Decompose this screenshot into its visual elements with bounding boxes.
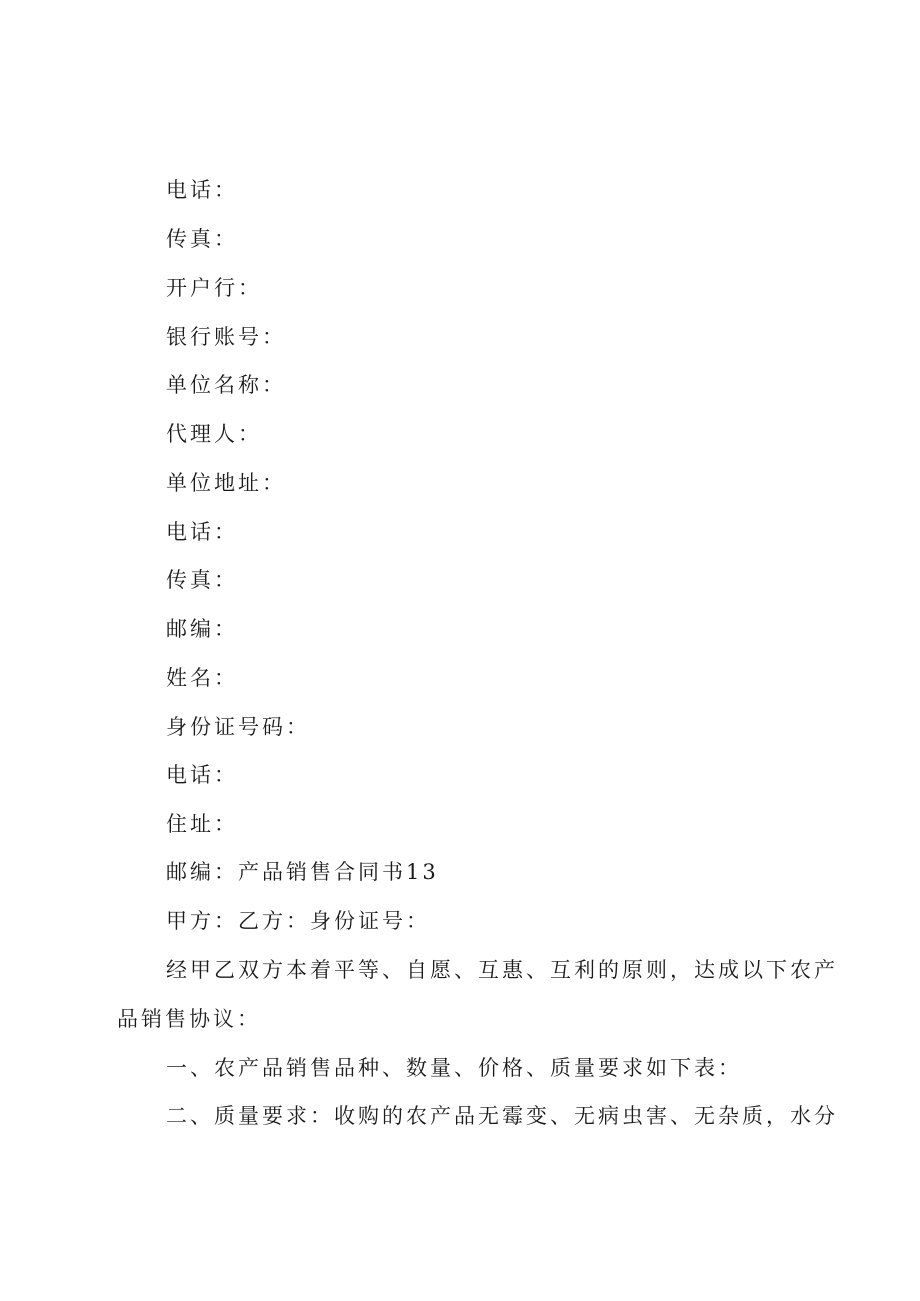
field-address: 住址： xyxy=(166,812,238,836)
field-fax-2: 传真： xyxy=(166,568,238,592)
field-parties: 甲方：乙方：身份证号： xyxy=(166,909,430,933)
field-postcode-1: 邮编： xyxy=(166,617,238,641)
field-id-number: 身份证号码： xyxy=(166,715,310,739)
field-phone-3: 电话： xyxy=(166,763,238,787)
field-phone-2: 电话： xyxy=(166,520,238,544)
clause-one: 一、农产品销售品种、数量、价格、质量要求如下表： xyxy=(166,1056,742,1080)
field-bank: 开户行： xyxy=(166,276,262,300)
field-phone-1: 电话： xyxy=(166,178,238,202)
field-agent: 代理人： xyxy=(166,422,262,446)
paragraph-intro-line-2: 品销售协议： xyxy=(117,1007,261,1031)
clause-two: 二、质量要求：收购的农产品无霉变、无病虫害、无杂质，水分 xyxy=(166,1104,838,1128)
field-fax-1: 传真： xyxy=(166,227,238,251)
field-bank-account: 银行账号： xyxy=(166,325,286,349)
field-postcode-contract-title: 邮编：产品销售合同书13 xyxy=(166,860,439,884)
field-company-name: 单位名称： xyxy=(166,373,286,397)
paragraph-intro-line-1: 经甲乙双方本着平等、自愿、互惠、互利的原则，达成以下农产 xyxy=(166,958,838,982)
field-company-address: 单位地址： xyxy=(166,471,286,495)
field-name: 姓名： xyxy=(166,666,238,690)
